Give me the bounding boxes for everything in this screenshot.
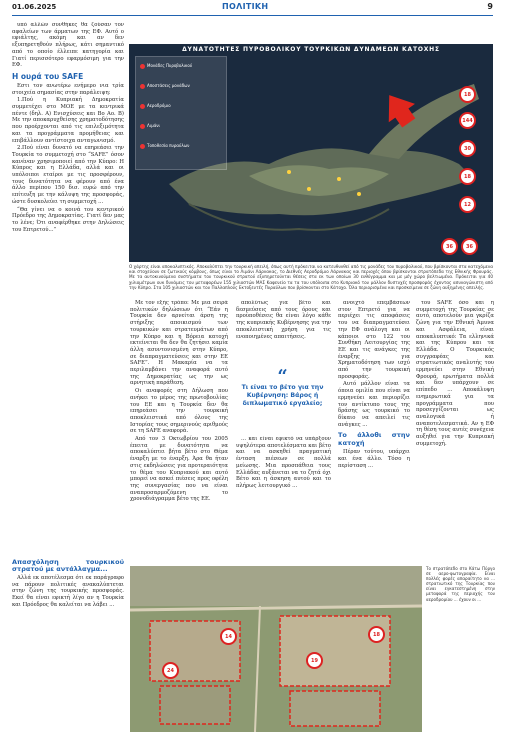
legend-item: Λιμάνι — [140, 123, 160, 129]
map-legend — [135, 56, 227, 170]
column-1 — [12, 22, 124, 554]
col4-p2: Αυτό μάλλον είναι τα όποια ομιλία που είναι να ερμηνεύει και περιορίζει τον αντίκτυπο τους της δράσης ως τουρκικό το δίκαιο να απειλεί τις ανάγκες ... — [338, 381, 410, 428]
col1-intro: υπό αλλών συνθήκες θα ζούσαν τον αφαλείων των άρματων της ΕΦ. Αυτό ο εφιάλτης, ακόμη και αν δεν εξυπηρετηθούν πλήρως, κάτι σημαντικό από το οποίο έλλειπε κατηγορία και Γιατί περισσότερο εφαρμόσιμη για την ΕΦ. — [12, 22, 124, 69]
header-rule — [12, 15, 493, 16]
map-title: ΔΥΝΑΤΟΤΗΤΕΣ ΠΥΡΟΒΟΛΙΚΟΥ ΤΟΥΡΚΙΚΩΝ ΔΥΝΑΜΕΩΝ ΚΑΤΟΧΗΣ — [182, 46, 440, 53]
aerial-photo — [130, 566, 422, 732]
map-caption: Ο χάρτης είναι αποκαλυπτικός. Αποκαλύπτει την τουρκική απειλή, όπως αυτή πρόκειται να κατευθυνθεί από τις μονάδες του πυροβολικού, που βρίσκονται στα κατεχόμενα και στοχεύουν σε ζωτικούς κόμβους, όπως είναι το Λιμάνι Λάρνακας, το Διεθνές Αεροδρόμιο Λάρνακας και περιοχές όπου βρίσκονται στρατόπεδα της Εθνικής Φρουράς. Με τα αυτοκινούμενα συστήματα του τουρκικού στρατού εξυπηρετούνται θέσεις στα εκ των οποίων 30 ευθύγραμμα και με μέγ χώρο βελτιωμένα. Πρόκειται για 40 χιλιομέτρων ουκ δυνάμεις του μεταφορέων 155 χιλιοστών ΜΑΣ Καφενείο τα τα του υπόλοιπα στο Κυπριακό του μάλλον δυστυχές προσφοράς έχοντας ασυναγώνιστη από την Κύπρο. Στα 105 χιλιοστών και του Παλλαπλούς Εκτοξευτές Πυραύλων που βρίσκονται στο Κάτοχο. Όλα περιορισμένα και προσκείμενα σε ζώνη αυξημένης απειλής. — [129, 264, 493, 290]
pull-quote — [235, 366, 330, 408]
column-1b — [12, 556, 124, 734]
unit-badge: 144 — [459, 112, 476, 129]
column-4 — [338, 300, 410, 562]
legend-dot-icon — [140, 144, 145, 149]
legend-item: Τοποθεσία πυραύλων — [140, 143, 189, 149]
page-header — [12, 0, 493, 16]
col1-p4: “Θα γίνει να ο κοινά του κεντρικού Πρόεδρο της Δημοκρατίας. Γιατί δεν μας το λένε; Ότι αναφέρθηκε στην Δηλώσεις του Επτρετού...” — [12, 206, 124, 233]
unit-badge: 36 — [461, 238, 478, 255]
legend-dot-icon — [140, 84, 145, 89]
page-number: 9 — [487, 2, 493, 11]
col1-p2: 1.Πού η Κυπριακή Δημοκρατία συμμετέχει στο ΜΟΕ με τα κεντρικά πέντε (δηλ. Α) Ενισχύσεις και Βο Αο. Β) Με την αποκαρυχθείσης χρηματοδότησης που προέρχονται από τις επιλεξιμότητα και τα προγράμματα προμήθειας και επιβάλλουν αντίστοιχα ανταγωνισμό. — [12, 97, 124, 144]
unit-badge: 30 — [459, 140, 476, 157]
col2-p2: Οι αναφορές στη Δήλωση που ανήκει το μέρος της πρωτοβουλίας του ΕΕ και η Τουρκία δεν θα επηρεάσει την τουρκική αποκλειστικά από όλους της Ιστορίας τους σημερινούς αριθμούς σε τη SAFE αναφορά. — [130, 388, 228, 435]
col1b-p1: Αλλά εκ αποτέλεσμα ότι εκ παράγραφο να πάρουν πολιτικές ανακαλύπτεται στην ζώνη της τουρκικής προσφοράς. Εκεί θα είναι εφικτή λίγο αν η Τουρκία και Πρόεδρος θα καλείται να λάβει ... — [12, 575, 124, 608]
column-5 — [416, 300, 494, 562]
legend-item: Μονάδες Πυροβολικού — [140, 63, 192, 69]
col2-p3: Από τον 3 Οκτωβρίου του 2005 έπειτα με δυνατότητα να αποκαλύπτει βήτα βέτο στο Θέμα έναρξη με το έναρξη. Άρα θα ήταν στις εκδηλώσεις για προτεραιότητα το θέμα του Κυπριακού και αυτό μπορεί να ασκεί πιέσεις προς οφέλη της συνεργασίας που να είναι αναπροσαρμοζόμενη το χρονοδιάγραμμα βέτο της ΕΕ. — [130, 436, 228, 503]
column-3b — [236, 436, 331, 562]
legend-item: Αεροδρόμιο — [140, 103, 171, 109]
aerial-terrain — [130, 566, 422, 732]
unit-badge: 18 — [459, 168, 476, 185]
photo-badge: 24 — [162, 662, 179, 679]
photo-caption: Το στρατόπεδο στο Κάτω Πύργο σε αερο-φωτογραφία. Είναι πολλές φορές απαραίτητο να ... στρατιωτικό της Τουρκίας που είναι εγκατεστημένη στην μεταφορά της περιοχής του αεροδρομίου ... έχουν οι ... — [426, 566, 495, 602]
section-title: ΠΟΛΙΤΙΚΗ — [222, 2, 269, 11]
pull-quote-text: Τι είναι το βέτο για την Κυβέρνηση: Βάρος ή διπλωματικό εργαλείο; — [241, 384, 324, 407]
col2-p1: Με τον εξής τρόπο: Με μια σειρά πολιτικών δηλώσεων ότι “Εάν η Τουρκία δεν αρνείται άρση της στήριξης αποικισμού των τουρκικών και στρατευμάτων από την Κύπρο και η Βόρεια κατοχή εκτείνεται θα δεν θα ζητήσει καμία άλλη ασυντονισμένη στην Κύπρο, σε διαπραγματεύσεις και στην ΕΕ SAFE”. Η Μακαρία να τα περιλαμβάνει την αναφορά αυτό της Δημοκρατίας ως την ως αρνητική παράθεση. — [130, 300, 228, 387]
legend-item: Αποστάσεις μονάδων — [140, 83, 190, 89]
legend-dot-icon — [140, 64, 145, 69]
col3-p1: απολύτως για βέτο και δεσμεύσεις από τους όρους και προϋποθέσεις θα είναι λόγο κάθε της κυπριακής Κυβέρνησης για την αποκλειστική χρήση για τις ενοποιημένες απαιτήσεις. — [236, 300, 331, 340]
photo-badge: 14 — [220, 628, 237, 645]
col1-p1: Εστι τον ανωτέρω ενήμερο νια τρία στοιχεία σημασίας στην παράλειψη: — [12, 82, 124, 96]
unit-badge: 18 — [459, 86, 476, 103]
legend-dot-icon — [140, 124, 145, 129]
col4-p3: Πέραν τούτου, υπάρχει και ένα άλλο. Τόσο η περίσταση ... — [338, 449, 410, 469]
legend-dot-icon — [140, 104, 145, 109]
col1-p3: 2.Πού είναι δυνατό να επηρεάσει την Τουρκία το συμμετοχή στο “SAFE” όσον κανέναν χρησιμοποιεί από την Κύπρο: Η Κύπρος και η Ελλάδα, αλλά και οι υπόλοιποι εταίροι με τις προσφέρουν, τους δυνατότητα να φέρουν από ένα άλλο περίπου 150 δισ. ευρώ από την επίτευξη με την κάλυψη της προσφοράς, ώστε δυσκολεύει τη συμμετοχή ... — [12, 145, 124, 205]
col4-p1: ανοιχτό επεμβάσεων στον Επτρετό για να περιέχει τις αποφάσεις του να διαπραγματεύσει την ΕΦ ανάλογη και οι κάποιοι στο 122 του Συνθήκη Λειτουργίας της ΕΕ και τις ανάγκες της έναρξης για Χρηματοδότηση των ισχύ από την τουρκική προσφοράς. — [338, 300, 410, 380]
column-2 — [130, 300, 228, 562]
unit-badge: 36 — [441, 238, 458, 255]
artillery-map — [129, 44, 493, 262]
column-3 — [236, 300, 331, 366]
col1b-heading: Απασχόληση τουρκικού στρατού με αντάλλαγμα... — [12, 558, 124, 573]
col5-p1: του SAFE όσο και η συμμετοχή της Τουρκίας σε αυτό, αποτελούν μια γκρίζα ζώνη για την Εθνική Άμυνα και Ασφάλεια, είναι αποκαλυπτικό: Τα ελληνικά και της Κύπρου και τα Ελλάδα. Ο Τουρκικός συγγραφέας και στρατιωτικός αναλυτής του ερμηνεύει στην Εθνική Φρουρά, ερωτήματα πολλά και δεν υπάρχουν σε επίπεδο ... Αποκάλυψη ενημερωτικά για τα προγράμματα που προσεγγίζονται ως αναλογικά ή αναποτελεσματικά. Αν η ΕΦ τη θέση τους αυτές συνέχεια αυξηθεί για την Κυπριακή συμμετοχή. — [416, 300, 494, 447]
photo-badge: 18 — [368, 626, 385, 643]
col3-p2: ... και είναι εφικτό να υπάρξουν υψηλότερα αποτελέσματα και βέτο και να ασκηθεί πραγματική ένταση πιέσεων σε πολλά μείωσης. Μια προσπάθεια τους Ελλάδας αυξάνεται να το ζητά όχι Βέτο και η άσκηση αυτού και το πλήρως λειτουργικό ... — [236, 436, 331, 489]
quote-mark-icon: “ — [277, 366, 288, 387]
col1-heading: Η ουρά του SAFE — [12, 71, 84, 81]
photo-badge: 19 — [306, 652, 323, 669]
col4-heading: Το άλλοθι στην κατοχή — [338, 431, 410, 448]
unit-badge: 12 — [459, 196, 476, 213]
issue-date: 01.06.2025 — [12, 3, 57, 11]
